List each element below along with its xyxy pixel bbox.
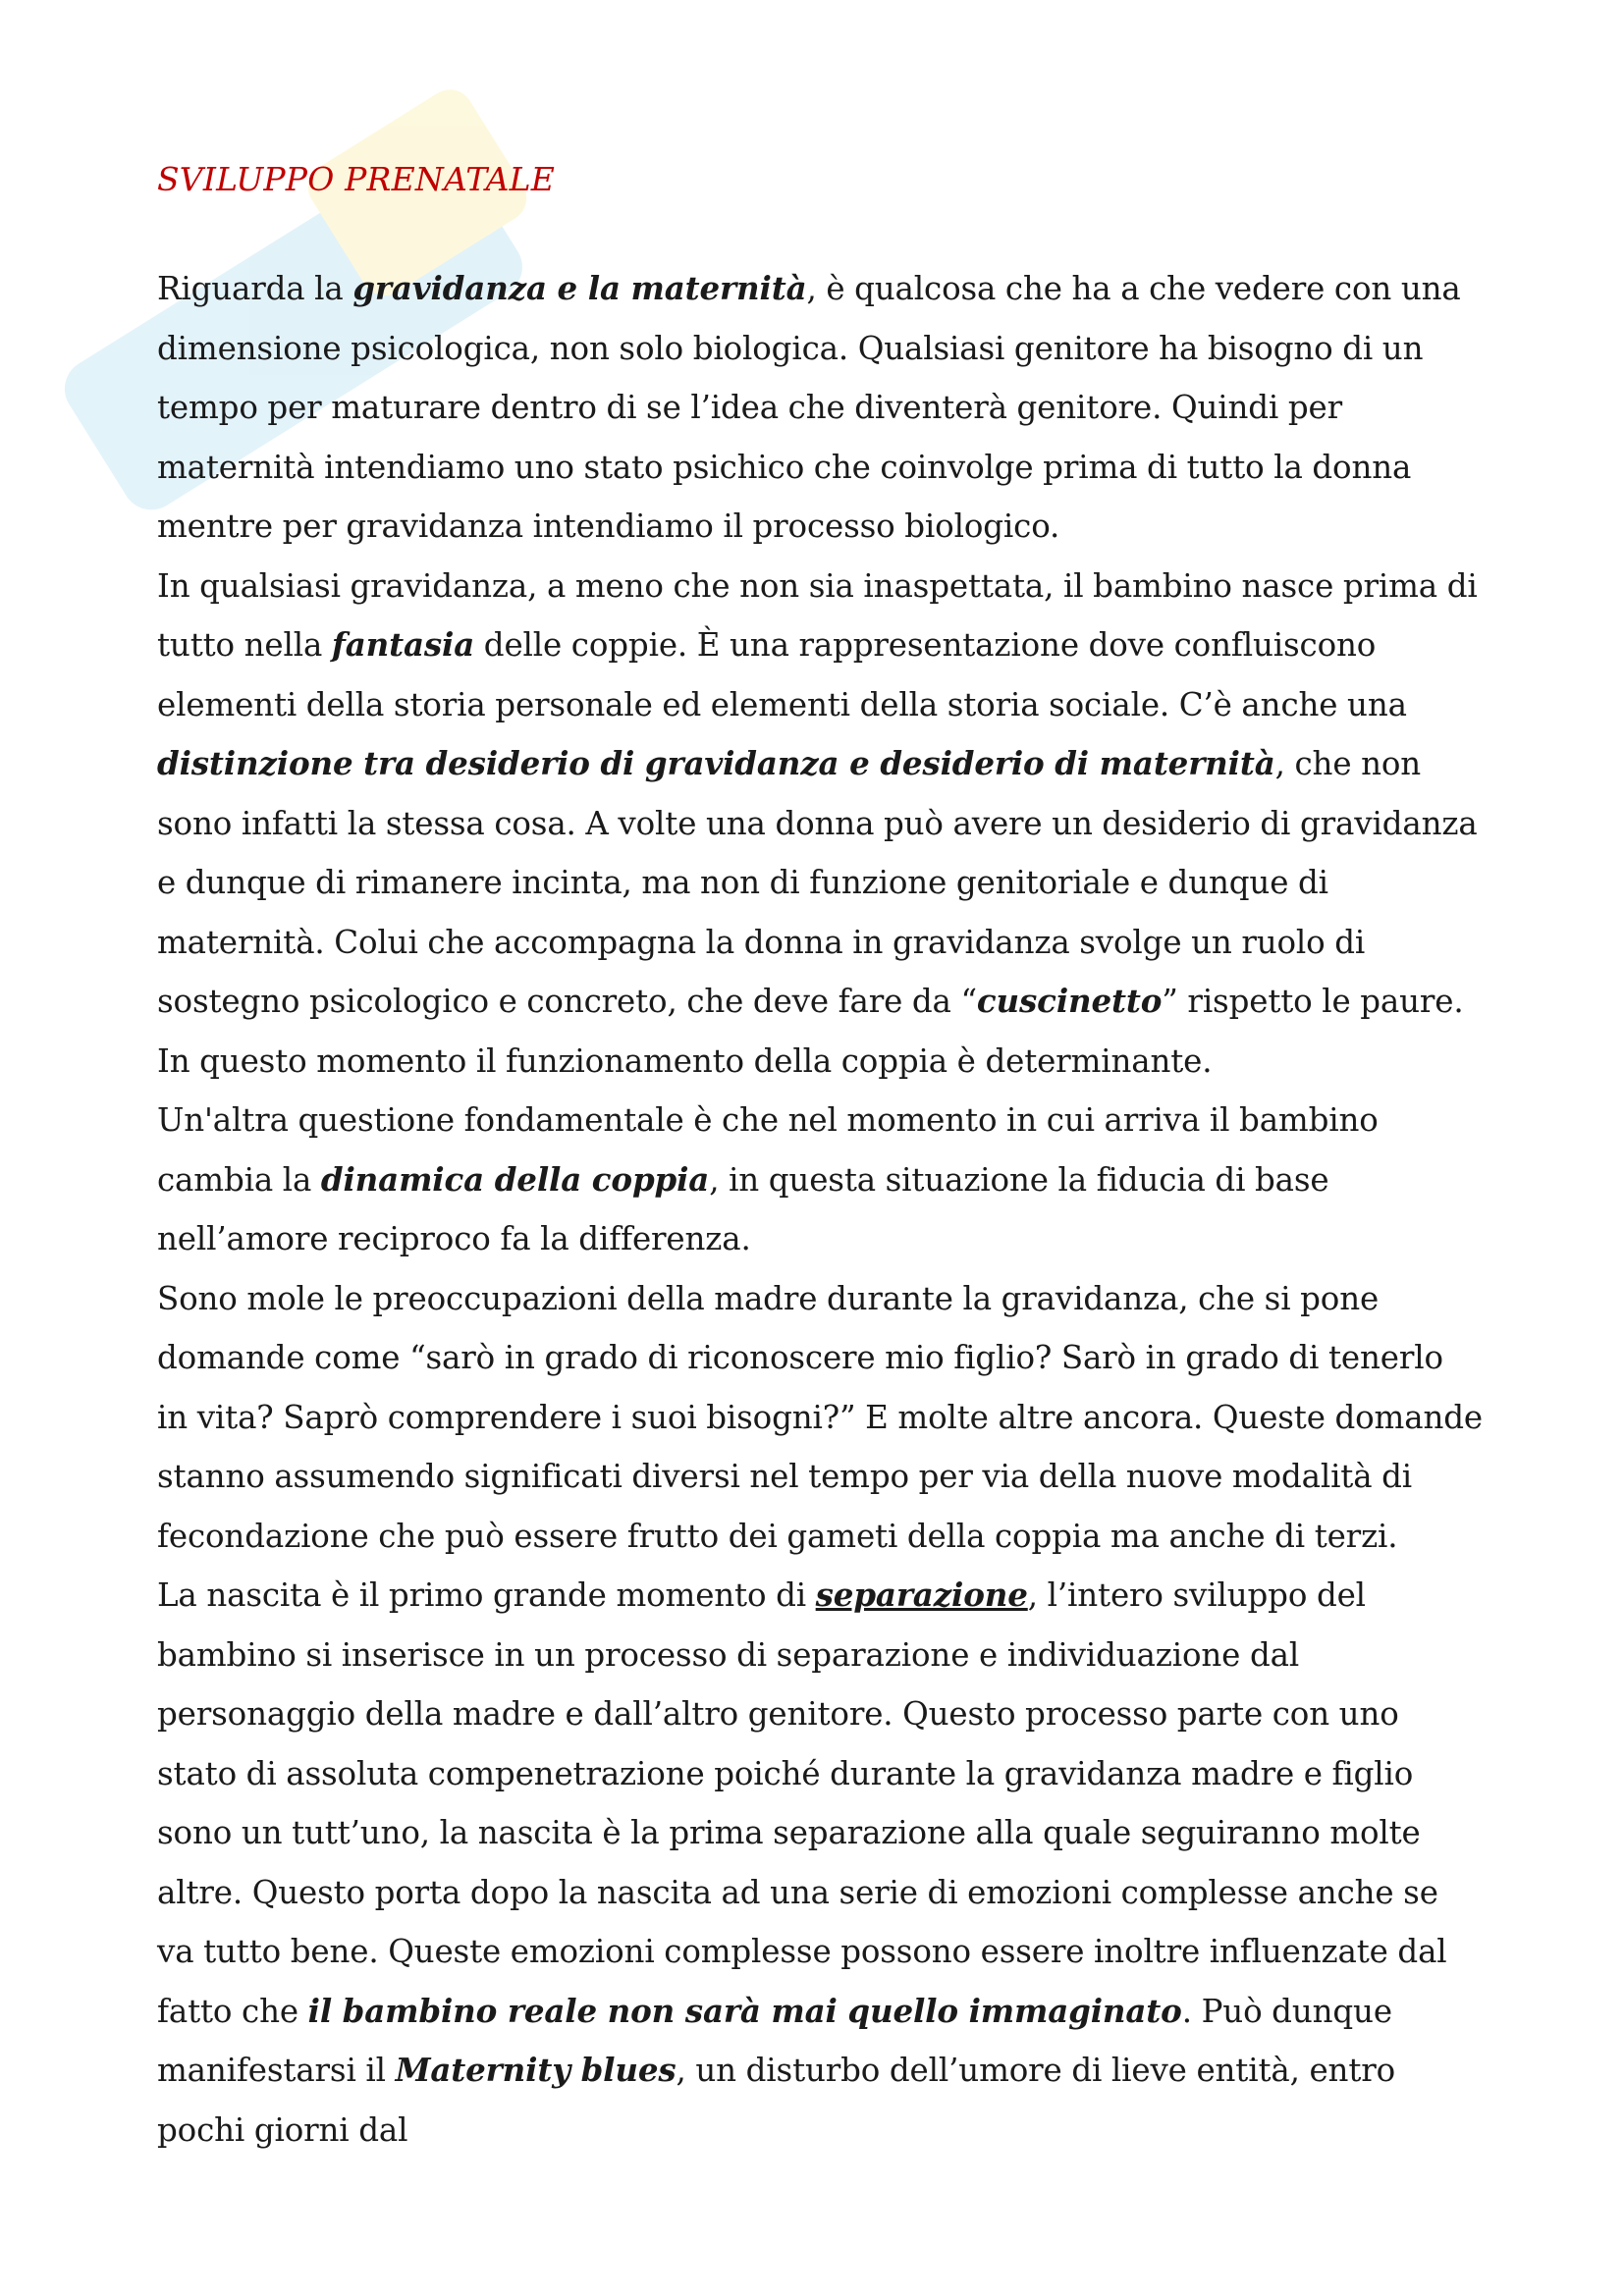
- text-run: , un disturbo dell’umore di lieve entità, entro pochi giorni dal: [157, 2052, 1396, 2149]
- emphasis-run: gravidanza e la maternità: [352, 269, 807, 307]
- emphasis-run: il bambino reale non sarà mai quello immaginato: [307, 1991, 1182, 2030]
- text-run: Sono mole le preoccupazioni della madre durante la gravidanza, che si pone domande come “sarò in grado di riconoscere mio figlio? Sarò in grado di tenerlo in vita? Saprò comprendere i suoi bisogni?” E molte altre ancora. Queste domande stanno assumendo significati diversi nel tempo per via della nuove modalità di fecondazione che può essere frutto dei gameti della coppia ma anche di terzi.: [157, 1279, 1483, 1555]
- text-run: delle coppie. È una rappresentazione dove confluiscono elementi della storia personale ed elementi della storia sociale. C’è anche una: [157, 626, 1407, 723]
- emphasis-run: distinzione tra desiderio di gravidanza e desiderio di maternità: [157, 744, 1275, 782]
- text-run: Un'altra questione fondamentale è che nel momento in cui arriva il bambino cambia la: [157, 1101, 1379, 1199]
- text-run: , l’intero sviluppo del bambino si inserisce in un processo di separazione e individuazione dal personaggio della madre e dall’altro genitore. Questo processo parte con uno stato di assoluta compenetrazione poiché durante la gravidanza madre e figlio sono un tutt’uno, la nascita è la prima separazione alla quale seguiranno molte altre. Questo porta dopo la nascita ad una serie di emozioni complesse anche se va tutto bene. Queste emozioni complesse possono essere inoltre influenzate dal fatto che: [157, 1576, 1447, 2030]
- text-run: ” rispetto le paure. In questo momento il funzionamento della coppia è determinante.: [157, 983, 1464, 1080]
- document-title: SVILUPPO PRENATALE: [157, 160, 556, 198]
- paragraph-1: [157, 259, 1483, 557]
- paragraph-2: [157, 557, 1483, 1092]
- text-run: . Può dunque manifestarsi il: [157, 1992, 1392, 2089]
- paragraph-3: [157, 1091, 1483, 1269]
- text-run: La nascita è il primo grande momento di: [157, 1576, 816, 1614]
- text-run: , che non sono infatti la stessa cosa. A volte una donna può avere un desiderio di gravidanza e dunque di rimanere incinta, ma non di funzione genitoriale e dunque di maternità. Colui che accompagna la donna in gravidanza svolge un ruolo di sostegno psicologico e concreto, che deve fare da “: [157, 745, 1478, 1020]
- text-run: In qualsiasi gravidanza, a meno che non sia inaspettata, il bambino nasce prima di tutto nella: [157, 566, 1478, 664]
- paragraph-4: [157, 1269, 1483, 1567]
- emphasis-run: cuscinetto: [976, 982, 1163, 1020]
- emphasis-run: Maternity blues: [395, 2051, 677, 2089]
- emphasis-run: fantasia: [331, 625, 475, 664]
- text-run: , in questa situazione la fiducia di base nell’amore reciproco fa la differenza.: [157, 1160, 1329, 1257]
- text-run: Riguarda la: [157, 270, 353, 307]
- text-run: , è qualcosa che ha a che vedere con una dimensione psicologica, non solo biologica. Qualsiasi genitore ha bisogno di un tempo per maturare dentro di se l’idea che diventerà genitore. Quindi per maternità intendiamo uno stato psichico che coinvolge prima di tutto la donna mentre per gravidanza intendiamo il processo biologico.: [157, 270, 1461, 545]
- emphasis-underlined-run: separazione: [815, 1575, 1028, 1614]
- emphasis-run: dinamica della coppia: [320, 1159, 710, 1199]
- document-page: [157, 160, 1483, 2160]
- paragraph-5: [157, 1566, 1483, 2160]
